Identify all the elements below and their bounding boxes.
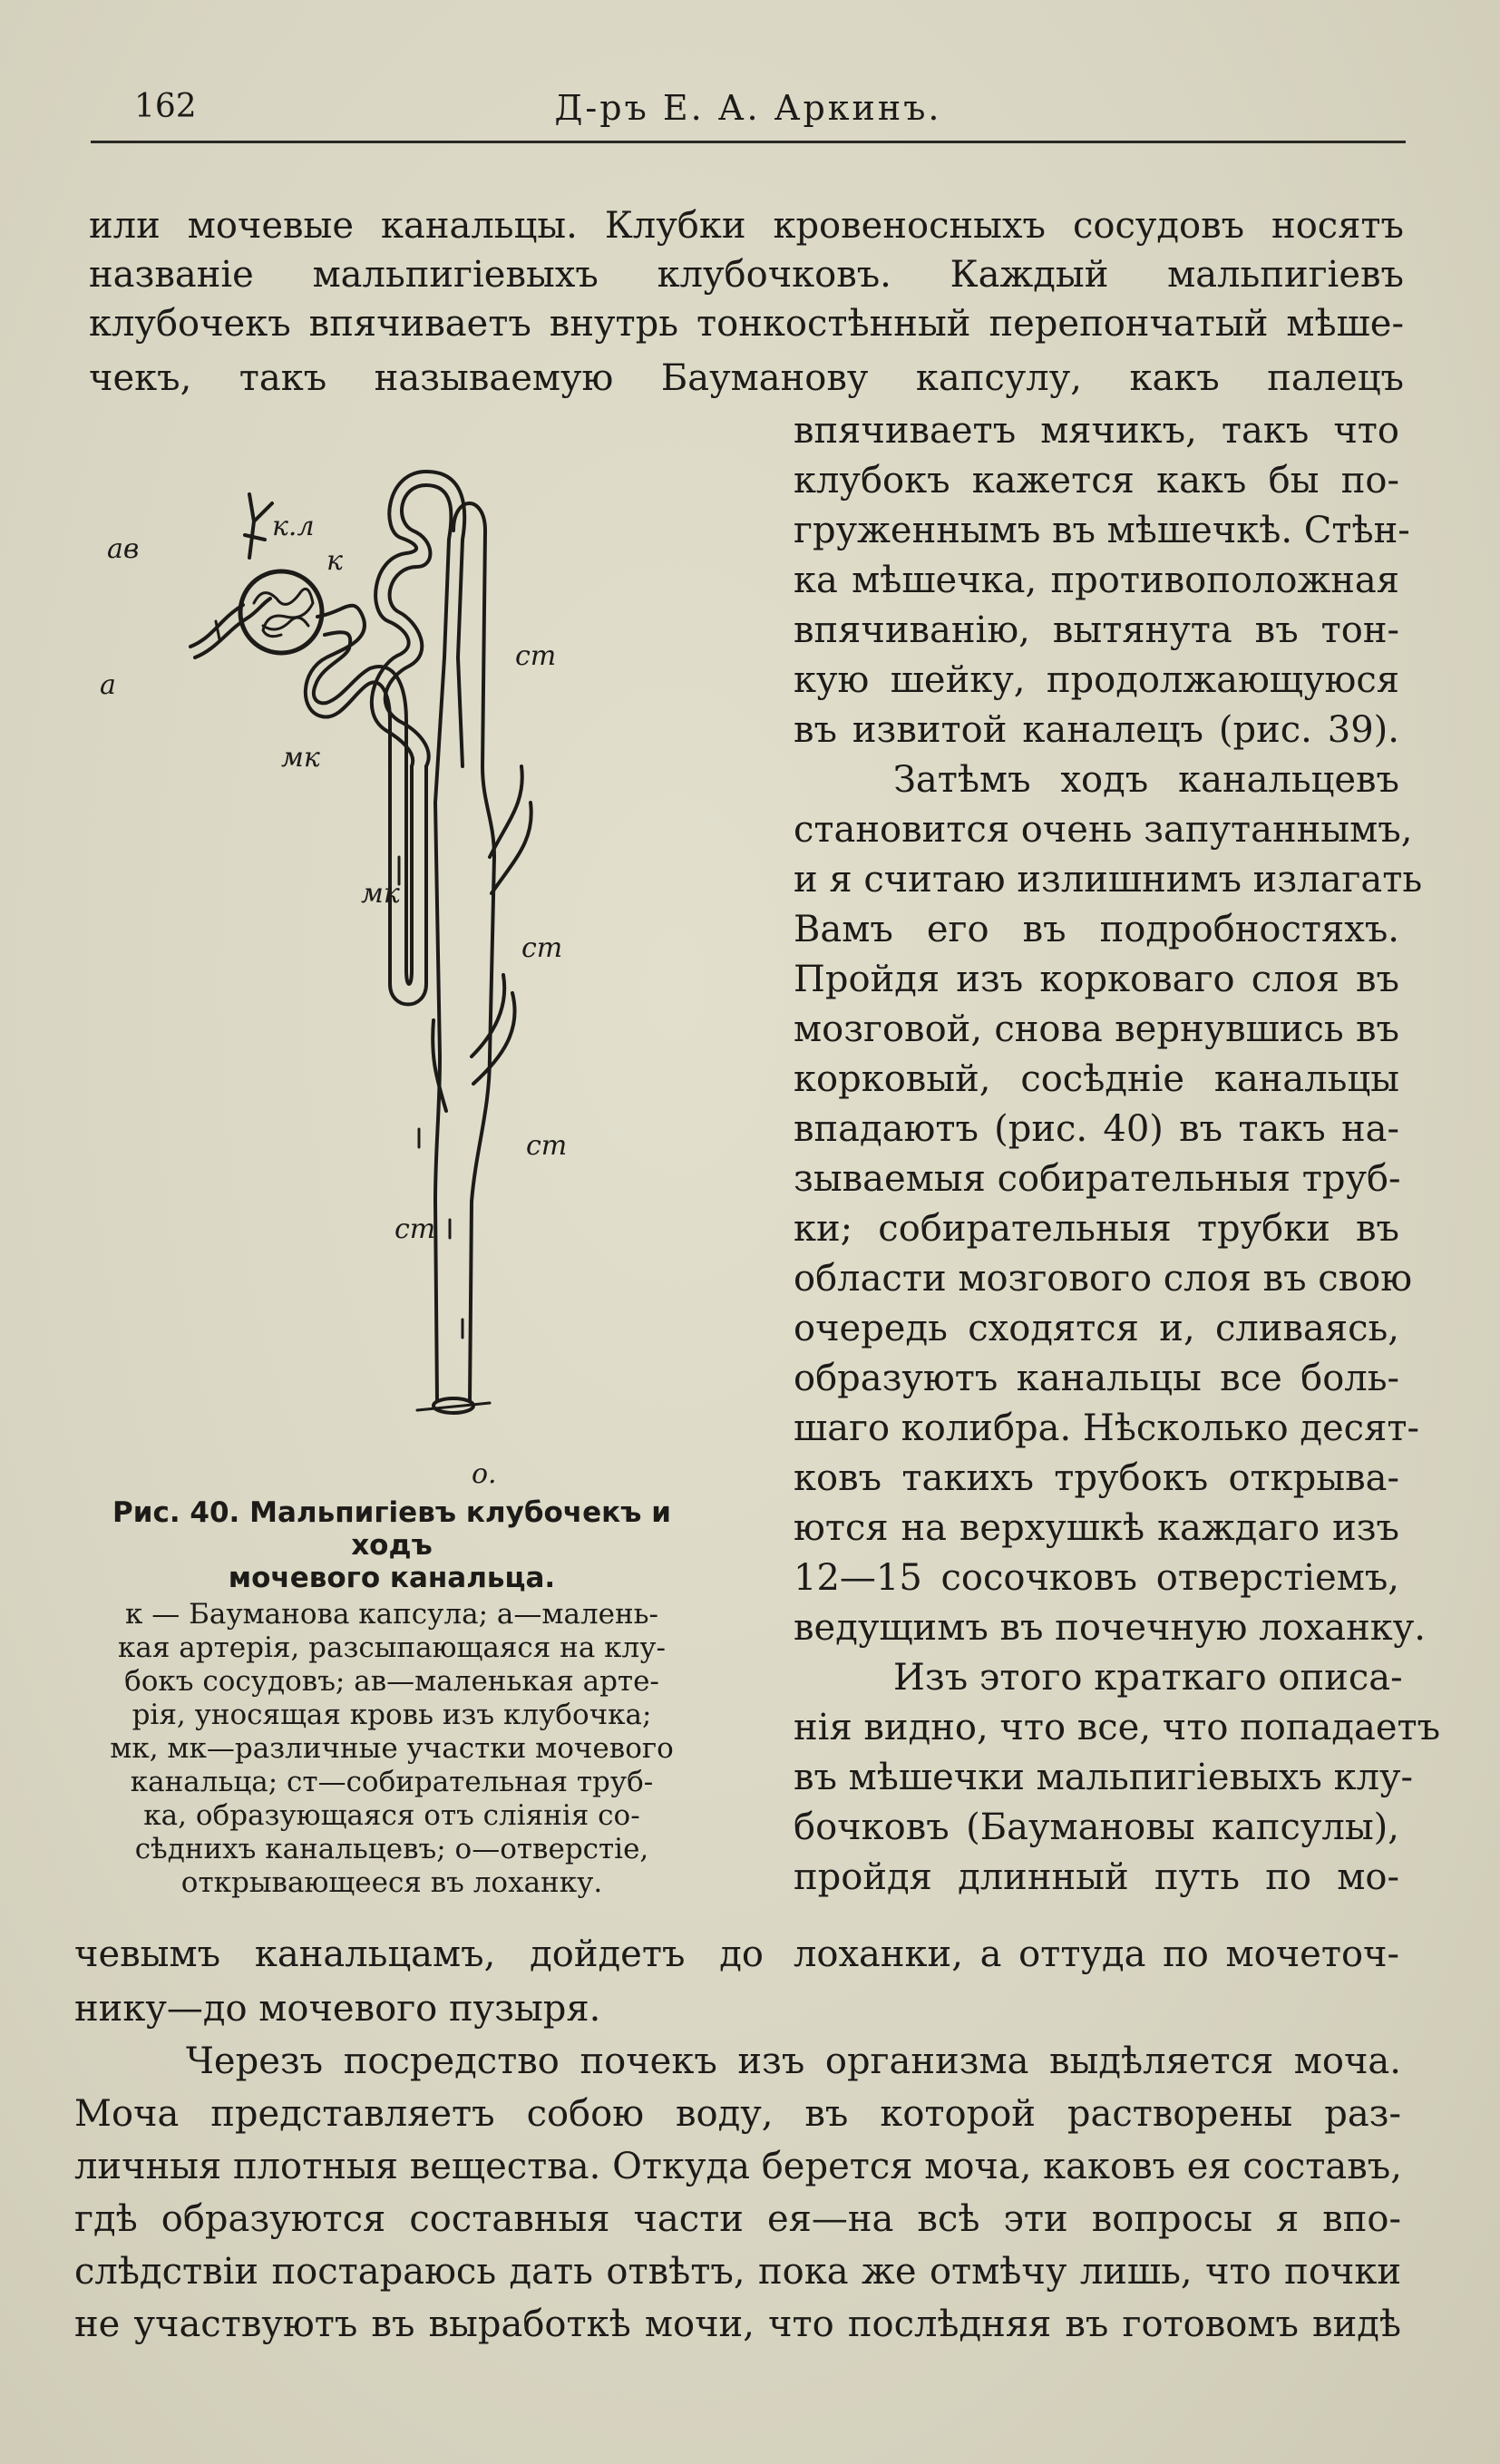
column-line: груженнымъ въ мѣшечкѣ. Стѣн- xyxy=(794,510,1410,551)
column-line: въ мѣшечки мальпигiевыхъ клу- xyxy=(794,1757,1414,1798)
caption-line: бокъ сосудовъ; ав—маленькая арте- xyxy=(124,1665,659,1698)
label-mk-2: мк xyxy=(361,878,400,910)
caption-line: кая артерiя, разсыпающаяся на клу- xyxy=(118,1631,666,1664)
caption-line: сѣднихъ канальцевъ; о—отверстiе, xyxy=(134,1833,649,1865)
column-line: ковъ такихъ трубокъ открыва- xyxy=(794,1457,1399,1499)
caption-line: к — Бауманова капсула; а—малень- xyxy=(124,1598,659,1631)
column-line: бочковъ (Баумановы капсулы), xyxy=(794,1807,1399,1848)
text-line: слѣдствiи постараюсь дать отвѣтъ, пока же отмѣчу лишь, что почки xyxy=(74,2251,1401,2293)
caption-line: мк, мк—различные участки мочевого xyxy=(110,1732,674,1765)
column-line: лоханки, а оттуда по мочеточ- xyxy=(794,1933,1399,1975)
column-line: впадаютъ (рис. 40) въ такъ на- xyxy=(794,1108,1399,1150)
label-mk-1: мк xyxy=(281,742,320,774)
column-line: ки; собирательныя трубки въ xyxy=(794,1208,1399,1250)
column-line: области мозгового слоя въ свою xyxy=(794,1258,1413,1300)
column-line: ются на верхушкѣ каждаго изъ xyxy=(794,1507,1399,1549)
label-av: ав xyxy=(107,533,140,565)
column-line: и я считаю излишнимъ излагать xyxy=(794,859,1423,901)
column-line: Изъ этого краткаго описа- xyxy=(893,1657,1403,1699)
text-line: чекъ, такъ называемую Бауманову капсулу, какъ палецъ xyxy=(89,357,1404,399)
column-line: шаго колибра. Нѣсколько десят- xyxy=(794,1407,1419,1449)
column-line: мозговой, снова вернувшись въ xyxy=(794,1008,1399,1050)
label-st-3: ст xyxy=(526,1130,568,1162)
text-line: клубочекъ впячиваетъ внутрь тонкостѣнный перепончатый мѣше- xyxy=(89,303,1404,345)
column-line: Пройдя изъ корковаго слоя въ xyxy=(794,959,1399,1000)
label-st-2: ст xyxy=(521,932,563,964)
column-line: Затѣмъ ходъ канальцевъ xyxy=(893,759,1399,801)
column-line: клубокъ кажется какъ бы по- xyxy=(794,460,1399,502)
column-line: корковый, сосѣднiе канальцы xyxy=(794,1058,1399,1100)
caption-line: открывающееся въ лоханку. xyxy=(180,1866,603,1899)
column-line: Вамъ его въ подробностяхъ. xyxy=(794,909,1399,950)
label-kl: к.л xyxy=(272,511,315,542)
column-line: зываемыя собирательныя труб- xyxy=(794,1158,1401,1200)
label-st-1: ст xyxy=(515,640,557,672)
column-line: ведущимъ въ почечную лоханку. xyxy=(794,1607,1427,1649)
column-line: въ извитой каналецъ (рис. 39). xyxy=(794,709,1399,751)
caption-line: рiя, уносящая кровь изъ клубочка; xyxy=(131,1699,652,1731)
text-line: названiе мальпигiевыхъ клубочковъ. Каждый мальпигiевъ xyxy=(89,254,1404,296)
nephron-figure xyxy=(100,422,617,1492)
text-line: Моча представляетъ собою воду, въ которой растворены раз- xyxy=(74,2093,1401,2135)
column-line: образуютъ канальцы все боль- xyxy=(794,1358,1399,1399)
page-number: 162 xyxy=(134,88,197,125)
figure-caption xyxy=(74,1496,709,1900)
text-line: Черезъ посредство почекъ изъ организма выдѣляется моча. xyxy=(186,2040,1401,2082)
column-line: кую шейку, продолжающуюся xyxy=(794,659,1399,701)
column-line: впячиванiю, вытянута въ тон- xyxy=(794,609,1399,651)
text-line: чевымъ канальцамъ, дойдетъ до xyxy=(74,1933,764,1975)
column-line: ка мѣшечка, противоположная xyxy=(794,560,1399,601)
caption-line: ка, образующаяся отъ слiянiя со- xyxy=(143,1799,640,1832)
caption-title-1: Рис. 40. Мальпигiевъ клубочекъ и ходъ xyxy=(112,1496,671,1562)
text-line: или мочевые канальцы. Клубки кровеносныхъ сосудовъ носятъ xyxy=(89,205,1404,247)
column-line: становится очень запутаннымъ, xyxy=(794,809,1413,851)
text-line: не участвуютъ въ выработкѣ мочи, что послѣдняя въ готовомъ видѣ xyxy=(74,2303,1401,2345)
label-st-4: ст xyxy=(394,1213,436,1245)
page-header xyxy=(91,86,1406,143)
running-head: Д-ръ Е. А. Аркинъ. xyxy=(554,88,942,128)
column-line: впячиваетъ мячикъ, такъ что xyxy=(794,410,1399,452)
column-line: пройдя длинный путь по мо- xyxy=(794,1856,1399,1898)
label-k: к xyxy=(326,545,343,577)
text-line: личныя плотныя вещества. Откуда берется моча, каковъ ея составъ, xyxy=(74,2146,1402,2187)
column-line: 12—15 сосочковъ отверстiемъ, xyxy=(794,1557,1399,1599)
nephron-illustration xyxy=(100,422,617,1492)
label-a: а xyxy=(100,669,116,701)
text-line: гдѣ образуются составныя части ея—на всѣ эти вопросы я впо- xyxy=(74,2198,1401,2240)
label-o: о. xyxy=(472,1458,497,1490)
column-line: очередь сходятся и, сливаясь, xyxy=(794,1308,1399,1349)
caption-line: канальца; ст—собирательная труб- xyxy=(130,1766,654,1798)
caption-title-2: мочевого канальца. xyxy=(228,1562,556,1594)
text-line: нику—до мочевого пузыря. xyxy=(74,1988,601,2030)
column-line: нiя видно, что все, что попадаетъ xyxy=(794,1707,1441,1748)
caption-body xyxy=(74,1598,709,1900)
